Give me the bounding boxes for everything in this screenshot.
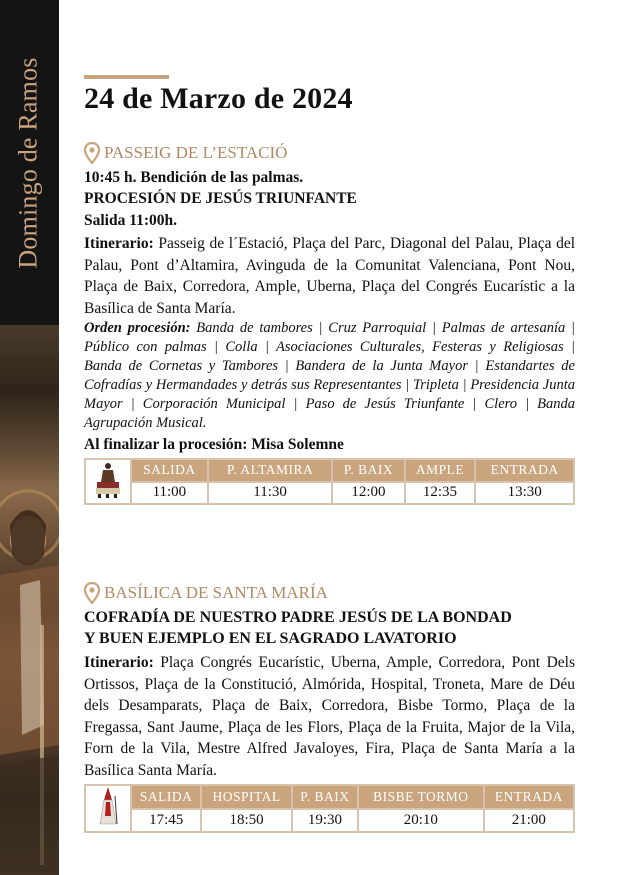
schedule-1-time-1: 11:30 (208, 482, 333, 505)
procession-order (84, 319, 575, 433)
itinerary-1 (84, 233, 575, 319)
final-mass-line: Al finalizar la procesión: Misa Solemne (84, 436, 344, 453)
map-pin-icon (84, 142, 100, 164)
itinerary-text-2: Plaça Congrés Eucarístic, Uberna, Ample, Corredora, Pont Dels Ortissos, Plaça de la Constitució, Almórida, Hospital, Troneta, Mare de Déu dels Desamparats, Plaça de Baix, Corredora, Bisbe Tormo, Plaça de la Fregassa, Sant Jaume, Plaça de les Flors, Plaça de la Fruita, Major de la Vila, Forn de la Vila, Mestre Alfred Javaloyes, Fira, Plaça de Santa María a la Basílica Santa María. (84, 654, 575, 779)
schedule-1-time-4: 13:30 (475, 482, 574, 505)
sidebar-photo-image (0, 325, 59, 875)
schedule-2-header-2: P. BAIX (292, 785, 358, 809)
schedule-table-1 (84, 458, 575, 505)
schedule-1-time-0: 11:00 (131, 482, 208, 505)
schedule-2-time-2: 19:30 (292, 809, 358, 833)
schedule-2-header-1: HOSPITAL (201, 785, 292, 809)
map-pin-icon (84, 582, 100, 604)
schedule-2-header-0: SALIDA (131, 785, 201, 809)
title-accent-bar (84, 75, 169, 79)
schedule-table-2 (84, 784, 575, 833)
location-name-2: BASÍLICA DE SANTA MARÍA (104, 583, 328, 602)
order-label: Orden procesión: (84, 320, 191, 336)
statue-photo-icon (0, 325, 59, 875)
blessing-line: 10:45 h. Bendición de las palmas. (84, 169, 304, 186)
schedule-1-time-3: 12:35 (405, 482, 476, 505)
location-header-1 (84, 142, 287, 164)
order-text: Banda de tambores | Cruz Parroquial | Palmas de artesanía | Público con palmas | Colla | Asociaciones Culturales, Festeras y Religiosas | Banda de Cornetas y Tambores | Bandera de la Junta Mayor | Estandartes de Cofradías y Hermandades y detrás sus Representantes | Tripleta | Presidencia Junta Mayor | Corporación Municipal | Paso de Jesús Triunfante | Clero | Banda Agrupación Musical. (84, 320, 575, 431)
brotherhood-title-line-1: COFRADÍA DE NUESTRO PADRE JESÚS DE LA BONDAD (84, 609, 512, 626)
procession-float-cell (85, 459, 131, 504)
location-header-2 (84, 582, 328, 604)
schedule-1-header-1: P. ALTAMIRA (208, 459, 333, 482)
procession-nazareno-cell (85, 785, 131, 832)
departure-line: Salida 11:00h. (84, 212, 178, 229)
itinerary-label-2: Itinerario: (84, 654, 154, 671)
page-title: 24 de Marzo de 2024 (84, 82, 353, 115)
float-icon (93, 460, 123, 498)
schedule-1-time-2: 12:00 (332, 482, 404, 505)
schedule-1-header-4: ENTRADA (475, 459, 574, 482)
itinerary-text-1: Passeig de l´Estació, Plaça del Parc, Diagonal del Palau, Plaça del Palau, Pont d’Altamira, Avinguda de la Comunitat Valenciana, Pont Nou, Plaça de Baix, Corredora, Ample, Uberna, Plaça del Congrés Eucarístic a la Basílica de Santa María. (84, 235, 575, 317)
brotherhood-title-line-2: Y BUEN EJEMPLO EN EL SAGRADO LAVATORIO (84, 630, 457, 647)
schedule-1-header-0: SALIDA (131, 459, 208, 482)
itinerary-2 (84, 652, 575, 781)
schedule-2-time-1: 18:50 (201, 809, 292, 833)
schedule-2-time-3: 20:10 (358, 809, 484, 833)
schedule-2-header-4: ENTRADA (484, 785, 574, 809)
schedule-1-header-2: P. BAIX (332, 459, 404, 482)
procession-title-1: PROCESIÓN DE JESÚS TRIUNFANTE (84, 190, 357, 207)
schedule-2-header-3: BISBE TORMO (358, 785, 484, 809)
schedule-1-header-3: AMPLE (405, 459, 476, 482)
nazareno-icon (95, 786, 121, 826)
location-name-1: PASSEIG DE L’ESTACIÓ (104, 143, 288, 162)
schedule-2-time-0: 17:45 (131, 809, 201, 833)
sidebar-title: Domingo de Ramos (14, 56, 43, 269)
itinerary-label-1: Itinerario: (84, 235, 154, 252)
schedule-2-time-4: 21:00 (484, 809, 574, 833)
